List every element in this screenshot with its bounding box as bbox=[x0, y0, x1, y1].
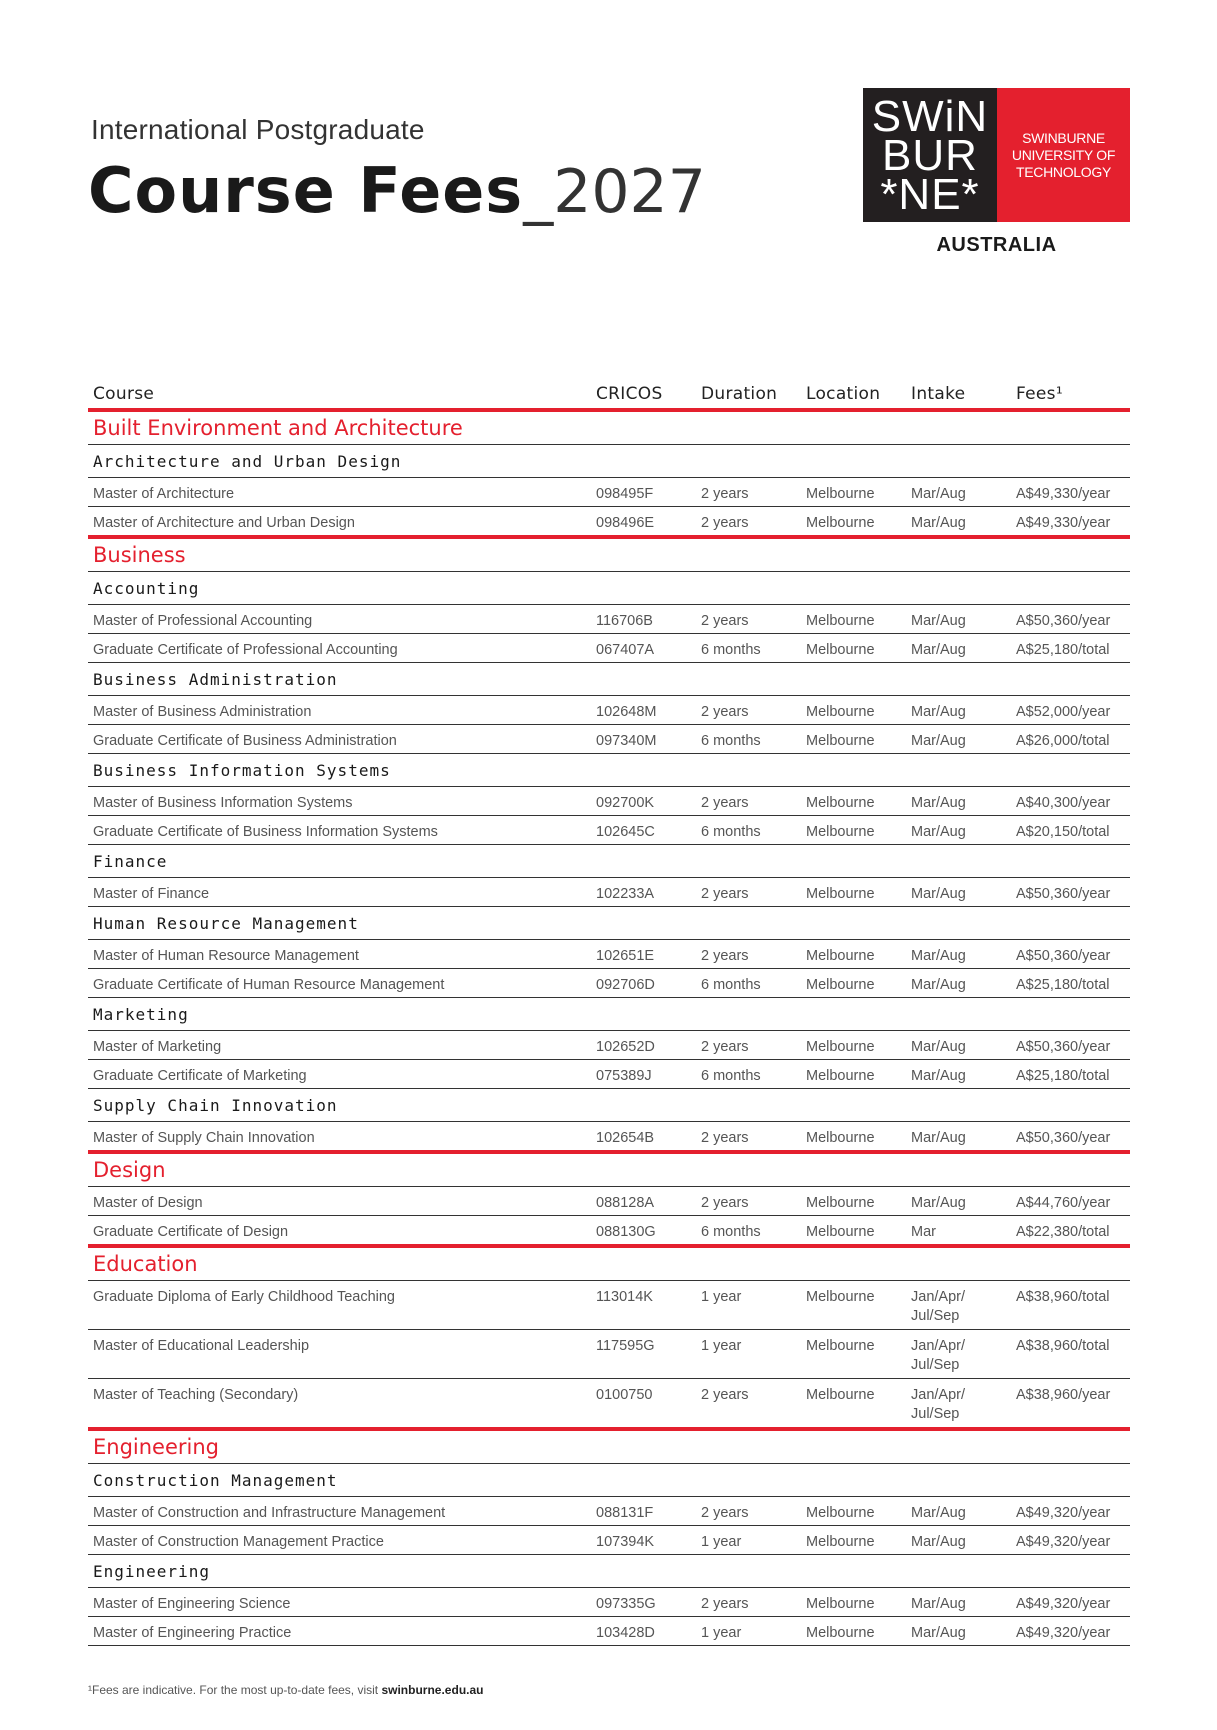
cell-location: Melbourne bbox=[806, 1534, 875, 1550]
discipline-heading bbox=[88, 754, 1130, 787]
discipline-heading bbox=[88, 998, 1130, 1031]
cell-fees: A$49,320/year bbox=[1016, 1505, 1111, 1521]
cell-duration: 1 year bbox=[701, 1289, 742, 1305]
table-row bbox=[88, 507, 1130, 539]
cell-location: Melbourne bbox=[806, 824, 875, 840]
cell-duration: 6 months bbox=[701, 824, 761, 840]
cell-fees: A$49,320/year bbox=[1016, 1625, 1111, 1641]
cell-cricos: 088128A bbox=[596, 1195, 655, 1211]
cell-intake: Mar/Aug bbox=[911, 1195, 966, 1211]
cell-duration: 2 years bbox=[701, 948, 749, 964]
title-main: Course Fees bbox=[88, 154, 524, 227]
discipline-heading bbox=[88, 663, 1130, 696]
cell-cricos: 116706B bbox=[596, 613, 653, 629]
cell-location: Melbourne bbox=[806, 886, 875, 902]
cell-course: Master of Educational Leadership bbox=[93, 1338, 310, 1354]
cell-cricos: 102233A bbox=[596, 886, 655, 902]
table-row bbox=[88, 1526, 1130, 1555]
table-row bbox=[88, 725, 1130, 754]
discipline-heading bbox=[88, 445, 1130, 478]
cell-location: Melbourne bbox=[806, 977, 875, 993]
cell-cricos: 103428D bbox=[596, 1625, 655, 1641]
cell-location: Melbourne bbox=[806, 486, 875, 502]
cell-course: Master of Finance bbox=[93, 886, 210, 902]
cell-course: Master of Professional Accounting bbox=[93, 613, 313, 629]
cell-fees: A$49,330/year bbox=[1016, 486, 1111, 502]
cell-course: Master of Marketing bbox=[93, 1039, 222, 1055]
discipline-label: Business Information Systems bbox=[93, 761, 391, 780]
table-row bbox=[88, 634, 1130, 663]
cell-duration: 1 year bbox=[701, 1534, 742, 1550]
cell-duration: 2 years bbox=[701, 1596, 749, 1612]
page-subtitle: International Postgraduate bbox=[91, 114, 425, 145]
logo-red-line-1: SWINBURNE bbox=[1022, 129, 1105, 146]
cell-cricos: 102652D bbox=[596, 1039, 655, 1055]
logo-red-line-2: UNIVERSITY OF bbox=[1011, 146, 1116, 163]
discipline-label: Supply Chain Innovation bbox=[93, 1096, 338, 1115]
cell-location: Melbourne bbox=[806, 642, 875, 658]
cell-intake: Mar/Aug bbox=[911, 1068, 966, 1084]
cell-duration: 1 year bbox=[701, 1625, 742, 1641]
cell-duration: 6 months bbox=[701, 1224, 761, 1240]
table-row bbox=[88, 787, 1130, 816]
cell-course: Master of Supply Chain Innovation bbox=[93, 1130, 315, 1146]
discipline-label: Architecture and Urban Design bbox=[93, 452, 402, 471]
cell-location: Melbourne bbox=[806, 515, 875, 531]
cell-duration: 2 years bbox=[701, 1505, 749, 1521]
table-row bbox=[88, 1617, 1130, 1646]
table-row bbox=[88, 1060, 1130, 1089]
cell-location: Melbourne bbox=[806, 1224, 875, 1240]
column-header-location: Location bbox=[806, 384, 881, 404]
cell-intake: Mar/Aug bbox=[911, 704, 966, 720]
cell-fees: A$49,320/year bbox=[1016, 1534, 1111, 1550]
faculty-label: Education bbox=[93, 1252, 198, 1276]
cell-course: Master of Construction and Infrastructure Management bbox=[93, 1505, 446, 1521]
cell-cricos: 088130G bbox=[596, 1224, 656, 1240]
table-row bbox=[88, 1497, 1130, 1526]
cell-fees: A$22,380/total bbox=[1016, 1224, 1110, 1240]
column-header-fees: Fees¹ bbox=[1016, 384, 1063, 404]
table-row bbox=[88, 1379, 1130, 1431]
cell-cricos: 067407A bbox=[596, 642, 655, 658]
table-row bbox=[88, 1187, 1130, 1216]
cell-cricos: 097340M bbox=[596, 733, 657, 749]
cell-fees: A$49,320/year bbox=[1016, 1596, 1111, 1612]
cell-fees: A$50,360/year bbox=[1016, 1130, 1111, 1146]
table-row bbox=[88, 1031, 1130, 1060]
cell-intake: Mar/Aug bbox=[911, 733, 966, 749]
cell-location: Melbourne bbox=[806, 1130, 875, 1146]
cell-cricos: 092706D bbox=[596, 977, 655, 993]
logo-line-1: SWiN bbox=[871, 91, 989, 141]
cell-duration: 2 years bbox=[701, 795, 749, 811]
cell-cricos: 075389J bbox=[596, 1068, 652, 1084]
cell-location: Melbourne bbox=[806, 613, 875, 629]
cell-cricos: 102648M bbox=[596, 704, 657, 720]
title-year: _2027 bbox=[523, 157, 706, 227]
faculty-heading bbox=[88, 1431, 1130, 1464]
cell-intake: Mar/Aug bbox=[911, 977, 966, 993]
cell-fees: A$52,000/year bbox=[1016, 704, 1111, 720]
column-header-duration: Duration bbox=[701, 384, 778, 404]
table-row bbox=[88, 816, 1130, 845]
cell-fees: A$50,360/year bbox=[1016, 1039, 1111, 1055]
cell-duration: 6 months bbox=[701, 733, 761, 749]
cell-intake: Jan/Apr/ Jul/Sep bbox=[911, 1387, 965, 1422]
faculty-label: Business bbox=[93, 543, 186, 567]
cell-intake: Mar/Aug bbox=[911, 613, 966, 629]
faculty-label: Design bbox=[93, 1158, 166, 1182]
cell-duration: 2 years bbox=[701, 486, 749, 502]
cell-fees: A$50,360/year bbox=[1016, 613, 1111, 629]
cell-course: Master of Design bbox=[93, 1195, 203, 1211]
cell-location: Melbourne bbox=[806, 1387, 875, 1403]
faculty-label: Built Environment and Architecture bbox=[93, 416, 463, 440]
discipline-heading bbox=[88, 1555, 1130, 1588]
cell-intake: Mar/Aug bbox=[911, 824, 966, 840]
cell-duration: 2 years bbox=[701, 704, 749, 720]
footnote-text: ¹Fees are indicative. For the most up-to-date fees, visit bbox=[88, 1683, 382, 1697]
cell-duration: 2 years bbox=[701, 1130, 749, 1146]
cell-course: Graduate Certificate of Marketing bbox=[93, 1068, 307, 1084]
cell-course: Master of Engineering Science bbox=[93, 1596, 291, 1612]
column-header-intake: Intake bbox=[911, 384, 966, 404]
cell-fees: A$50,360/year bbox=[1016, 886, 1111, 902]
table-row bbox=[88, 478, 1130, 507]
cell-location: Melbourne bbox=[806, 948, 875, 964]
cell-course: Master of Architecture and Urban Design bbox=[93, 515, 355, 531]
page-title bbox=[88, 154, 706, 227]
cell-duration: 6 months bbox=[701, 1068, 761, 1084]
cell-course: Graduate Diploma of Early Childhood Teaching bbox=[93, 1289, 395, 1305]
discipline-label: Accounting bbox=[93, 579, 200, 598]
table-body bbox=[88, 412, 1130, 1646]
discipline-label: Engineering bbox=[93, 1562, 210, 1581]
logo-university-name bbox=[997, 88, 1130, 222]
cell-fees: A$49,330/year bbox=[1016, 515, 1111, 531]
cell-course: Graduate Certificate of Business Information Systems bbox=[93, 824, 438, 840]
cell-intake: Mar/Aug bbox=[911, 948, 966, 964]
table-row bbox=[88, 1281, 1130, 1330]
cell-location: Melbourne bbox=[806, 795, 875, 811]
cell-intake: Jan/Apr/ Jul/Sep bbox=[911, 1338, 965, 1373]
cell-intake: Mar/Aug bbox=[911, 1039, 966, 1055]
cell-duration: 2 years bbox=[701, 515, 749, 531]
cell-fees: A$26,000/total bbox=[1016, 733, 1110, 749]
table-row bbox=[88, 940, 1130, 969]
cell-fees: A$50,360/year bbox=[1016, 948, 1111, 964]
cell-course: Master of Human Resource Management bbox=[93, 948, 359, 964]
cell-course: Master of Architecture bbox=[93, 486, 235, 502]
discipline-heading bbox=[88, 572, 1130, 605]
cell-fees: A$25,180/total bbox=[1016, 977, 1110, 993]
cell-intake: Mar/Aug bbox=[911, 486, 966, 502]
cell-location: Melbourne bbox=[806, 1625, 875, 1641]
cell-fees: A$38,960/total bbox=[1016, 1338, 1110, 1354]
cell-intake: Mar/Aug bbox=[911, 1130, 966, 1146]
cell-intake: Mar/Aug bbox=[911, 1534, 966, 1550]
cell-cricos: 113014K bbox=[596, 1289, 653, 1305]
cell-fees: A$38,960/total bbox=[1016, 1289, 1110, 1305]
cell-cricos: 102654B bbox=[596, 1130, 655, 1146]
cell-location: Melbourne bbox=[806, 1338, 875, 1354]
cell-intake: Mar/Aug bbox=[911, 886, 966, 902]
table-row bbox=[88, 696, 1130, 725]
logo-wordmark bbox=[863, 88, 997, 222]
cell-intake: Mar/Aug bbox=[911, 1596, 966, 1612]
cell-course: Master of Business Administration bbox=[93, 704, 312, 720]
cell-fees: A$25,180/total bbox=[1016, 1068, 1110, 1084]
logo-red-line-3: TECHNOLOGY bbox=[1015, 163, 1111, 180]
cell-cricos: 088131F bbox=[596, 1505, 654, 1521]
cell-fees: A$20,150/total bbox=[1016, 824, 1110, 840]
faculty-heading bbox=[88, 1248, 1130, 1281]
table-row bbox=[88, 1122, 1130, 1154]
cell-fees: A$44,760/year bbox=[1016, 1195, 1111, 1211]
cell-cricos: 0100750 bbox=[596, 1387, 653, 1403]
cell-course: Master of Business Information Systems bbox=[93, 795, 353, 811]
swinburne-logo bbox=[863, 88, 1130, 222]
cell-fees: A$40,300/year bbox=[1016, 795, 1111, 811]
cell-intake: Mar bbox=[911, 1224, 936, 1240]
cell-duration: 1 year bbox=[701, 1338, 742, 1354]
discipline-label: Human Resource Management bbox=[93, 914, 359, 933]
cell-cricos: 097335G bbox=[596, 1596, 656, 1612]
cell-intake: Mar/Aug bbox=[911, 515, 966, 531]
cell-cricos: 107394K bbox=[596, 1534, 655, 1550]
cell-location: Melbourne bbox=[806, 733, 875, 749]
cell-duration: 2 years bbox=[701, 1195, 749, 1211]
discipline-label: Finance bbox=[93, 852, 168, 871]
faculty-heading bbox=[88, 539, 1130, 572]
table-row bbox=[88, 1588, 1130, 1617]
faculty-heading bbox=[88, 1154, 1130, 1187]
cell-intake: Mar/Aug bbox=[911, 795, 966, 811]
cell-duration: 2 years bbox=[701, 1387, 749, 1403]
cell-duration: 6 months bbox=[701, 642, 761, 658]
course-fees-table bbox=[88, 378, 1130, 1646]
cell-cricos: 098496E bbox=[596, 515, 655, 531]
logo-country: AUSTRALIA bbox=[936, 234, 1057, 256]
cell-fees: A$25,180/total bbox=[1016, 642, 1110, 658]
cell-intake: Mar/Aug bbox=[911, 1505, 966, 1521]
table-row bbox=[88, 1216, 1130, 1248]
table-row bbox=[88, 1330, 1130, 1379]
table-row bbox=[88, 969, 1130, 998]
cell-intake: Mar/Aug bbox=[911, 1625, 966, 1641]
cell-cricos: 117595G bbox=[596, 1338, 655, 1354]
discipline-heading bbox=[88, 1464, 1130, 1497]
faculty-label: Engineering bbox=[93, 1435, 219, 1459]
cell-course: Graduate Certificate of Design bbox=[93, 1224, 289, 1240]
footnote-link[interactable]: swinburne.edu.au bbox=[381, 1683, 484, 1697]
cell-cricos: 092700K bbox=[596, 795, 655, 811]
cell-fees: A$38,960/year bbox=[1016, 1387, 1111, 1403]
table-row bbox=[88, 605, 1130, 634]
cell-duration: 2 years bbox=[701, 613, 749, 629]
table-header bbox=[88, 378, 1130, 412]
cell-duration: 6 months bbox=[701, 977, 761, 993]
discipline-heading bbox=[88, 845, 1130, 878]
discipline-label: Business Administration bbox=[93, 670, 338, 689]
discipline-label: Construction Management bbox=[93, 1471, 338, 1490]
cell-location: Melbourne bbox=[806, 1505, 875, 1521]
cell-cricos: 102645C bbox=[596, 824, 655, 840]
cell-location: Melbourne bbox=[806, 1596, 875, 1612]
column-header-course: Course bbox=[93, 384, 155, 404]
faculty-heading bbox=[88, 412, 1130, 445]
table-row bbox=[88, 878, 1130, 907]
discipline-label: Marketing bbox=[93, 1005, 189, 1024]
cell-intake: Jan/Apr/ Jul/Sep bbox=[911, 1289, 965, 1324]
cell-location: Melbourne bbox=[806, 1068, 875, 1084]
cell-duration: 2 years bbox=[701, 1039, 749, 1055]
column-header-cricos: CRICOS bbox=[596, 384, 663, 404]
cell-course: Graduate Certificate of Professional Accounting bbox=[93, 642, 398, 658]
cell-location: Melbourne bbox=[806, 704, 875, 720]
cell-course: Graduate Certificate of Human Resource Management bbox=[93, 977, 445, 993]
discipline-heading bbox=[88, 1089, 1130, 1122]
cell-course: Graduate Certificate of Business Administration bbox=[93, 733, 397, 749]
cell-location: Melbourne bbox=[806, 1039, 875, 1055]
cell-intake: Mar/Aug bbox=[911, 642, 966, 658]
cell-duration: 2 years bbox=[701, 886, 749, 902]
discipline-heading bbox=[88, 907, 1130, 940]
logo-line-2: BUR bbox=[882, 130, 978, 180]
cell-course: Master of Engineering Practice bbox=[93, 1625, 292, 1641]
cell-location: Melbourne bbox=[806, 1195, 875, 1211]
cell-cricos: 098495F bbox=[596, 486, 654, 502]
footnote bbox=[88, 1683, 483, 1697]
cell-course: Master of Teaching (Secondary) bbox=[93, 1387, 299, 1403]
logo-line-3: *NE* bbox=[880, 169, 980, 219]
cell-cricos: 102651E bbox=[596, 948, 655, 964]
cell-location: Melbourne bbox=[806, 1289, 875, 1305]
cell-course: Master of Construction Management Practice bbox=[93, 1534, 384, 1550]
